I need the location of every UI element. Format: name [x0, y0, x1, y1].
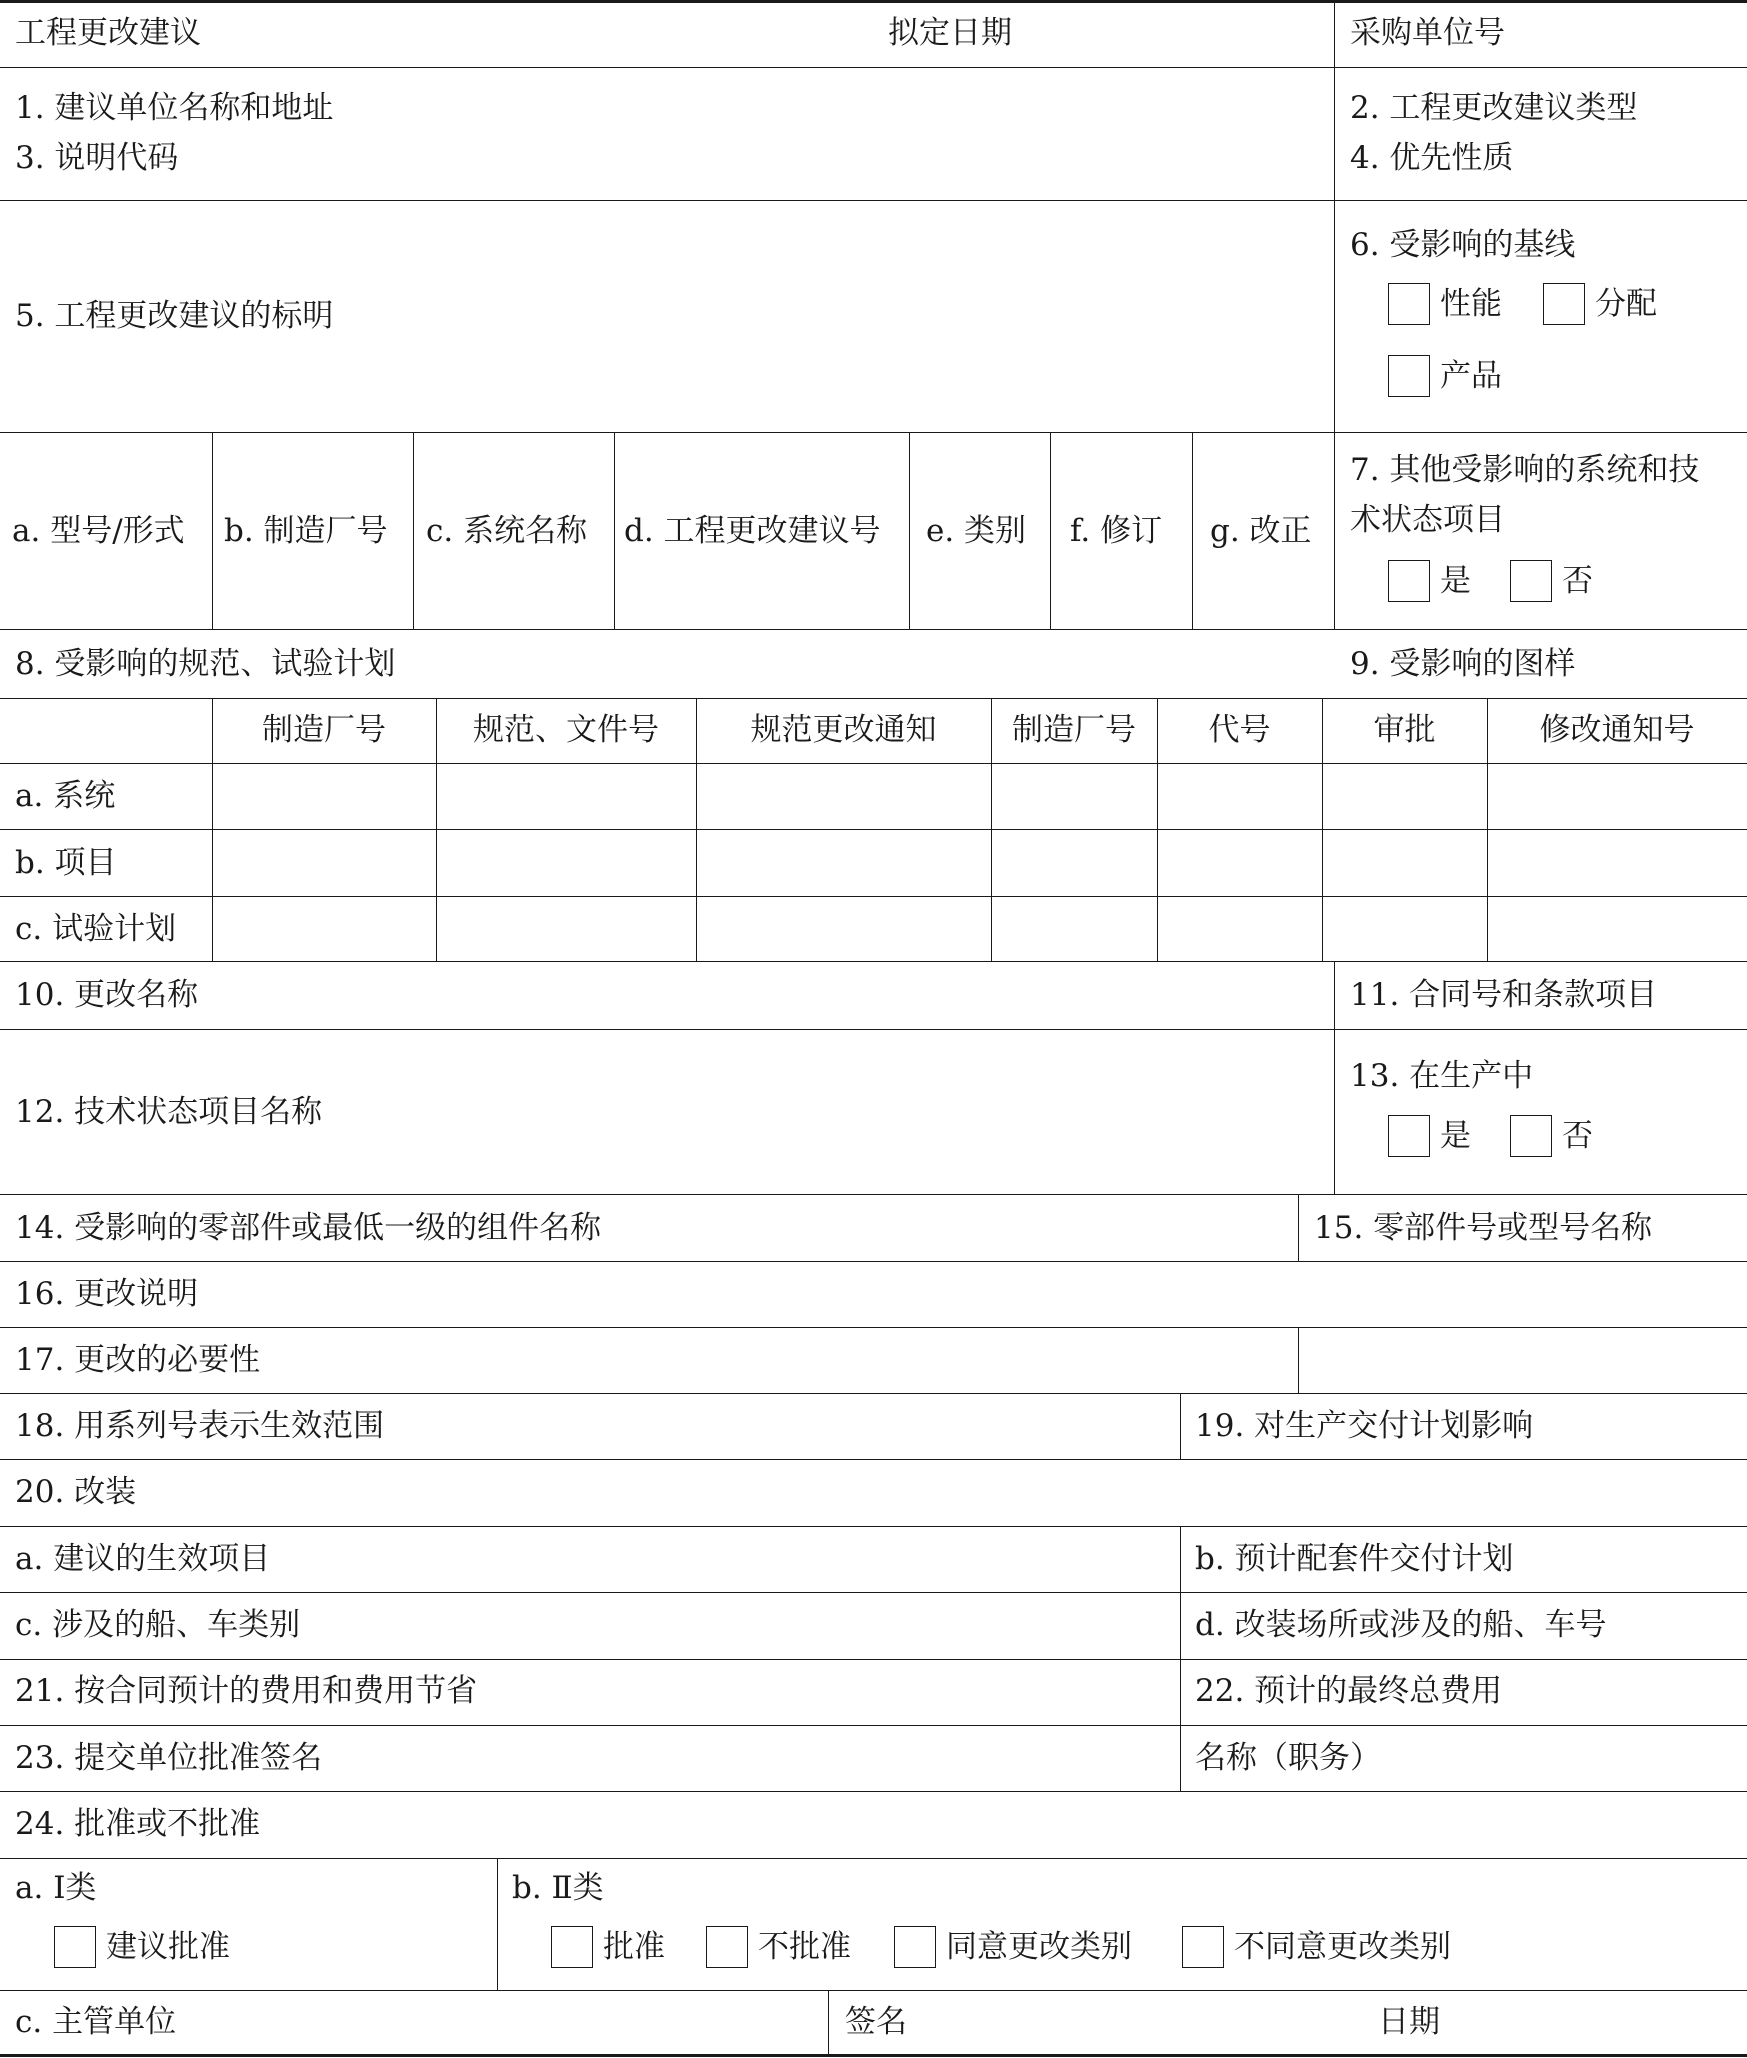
- field-8-label: 8. 受影响的规范、试验计划: [15, 646, 396, 682]
- approve-label: 批准: [603, 1929, 665, 1965]
- approve-checkbox[interactable]: [551, 1926, 593, 1968]
- class-1-label: a. Ⅰ类: [15, 1870, 97, 1906]
- in-production-yes-checkbox[interactable]: [1388, 1115, 1430, 1157]
- field-15-label: 15. 零部件号或型号名称: [1314, 1210, 1653, 1246]
- field-20-label: 20. 改装: [15, 1474, 137, 1510]
- recommend-approval-label: 建议批准: [106, 1929, 230, 1965]
- disagree-category-change-label: 不同意更改类别: [1234, 1929, 1451, 1965]
- field-24-label: 24. 批准或不批准: [15, 1806, 261, 1842]
- field-1-label: 1. 建议单位名称和地址: [15, 90, 334, 126]
- authority-label: c. 主管单位: [15, 2004, 177, 2040]
- rule: [0, 629, 1747, 630]
- rule-top: [0, 0, 1747, 3]
- in-production-no-checkbox[interactable]: [1510, 1115, 1552, 1157]
- rule: [0, 961, 1747, 962]
- recommend-approval-checkbox[interactable]: [54, 1926, 96, 1968]
- agree-category-change-checkbox[interactable]: [894, 1926, 936, 1968]
- field-4-label: 4. 优先性质: [1350, 140, 1514, 176]
- baseline-allocation-checkbox[interactable]: [1543, 283, 1585, 325]
- spec-col-header: 制造厂号: [1012, 712, 1136, 748]
- rule: [212, 432, 213, 629]
- rule: [0, 1526, 1747, 1527]
- rule: [497, 1858, 498, 1990]
- field-12-label: 12. 技术状态项目名称: [15, 1094, 323, 1130]
- col-f-revision-label: f. 修订: [1070, 513, 1163, 549]
- rule: [828, 1990, 829, 2054]
- spec-col-header: 修改通知号: [1539, 712, 1695, 748]
- field-2-label: 2. 工程更改建议类型: [1350, 90, 1638, 126]
- rule: [0, 698, 1747, 699]
- rule: [0, 829, 1747, 830]
- in-production-yes-label: 是: [1440, 1118, 1471, 1154]
- field-20d-label: d. 改装场所或涉及的船、车号: [1195, 1607, 1607, 1643]
- field-21-label: 21. 按合同预计的费用和费用节省: [15, 1673, 478, 1709]
- field-14-label: 14. 受影响的零部件或最低一级的组件名称: [15, 1210, 602, 1246]
- date-label: 日期: [1378, 2004, 1440, 2040]
- rule: [0, 1791, 1747, 1792]
- rule: [614, 432, 615, 629]
- field-20c-label: c. 涉及的船、车类别: [15, 1607, 301, 1643]
- field-23-label: 23. 提交单位批准签名: [15, 1740, 323, 1776]
- field-23-name-title-label: 名称（职务）: [1195, 1740, 1381, 1776]
- col-g-correction-label: g. 改正: [1210, 513, 1312, 549]
- rule: [0, 1393, 1747, 1394]
- field-19-label: 19. 对生产交付计划影响: [1195, 1408, 1534, 1444]
- field-22-label: 22. 预计的最终总费用: [1195, 1673, 1503, 1709]
- rule: [0, 432, 1747, 433]
- col-d-ecp-number-label: d. 工程更改建议号: [624, 513, 881, 549]
- signature-label: 签名: [845, 2004, 907, 2040]
- rule: [0, 1194, 1747, 1195]
- rule: [0, 896, 1747, 897]
- rule: [1334, 0, 1335, 629]
- col-b-manufacturer-no-label: b. 制造厂号: [224, 513, 388, 549]
- rule: [0, 1592, 1747, 1593]
- field-20b-label: b. 预计配套件交付计划: [1195, 1541, 1514, 1577]
- baseline-allocation-label: 分配: [1595, 286, 1657, 322]
- spec-col-header: 代号: [1208, 712, 1271, 748]
- field-18-label: 18. 用系列号表示生效范围: [15, 1408, 385, 1444]
- rule: [909, 432, 910, 629]
- rule: [413, 432, 414, 629]
- rule: [1298, 1327, 1299, 1393]
- other-affected-no-checkbox[interactable]: [1510, 560, 1552, 602]
- spec-col-header: 制造厂号: [262, 712, 386, 748]
- spec-col-header: 规范、文件号: [473, 712, 659, 748]
- field-7-label-line2: 术状态项目: [1350, 502, 1505, 538]
- field-13-label: 13. 在生产中: [1350, 1058, 1534, 1094]
- rule: [1180, 1526, 1181, 1791]
- field-6-label: 6. 受影响的基线: [1350, 227, 1576, 263]
- disapprove-label: 不批准: [758, 1929, 851, 1965]
- rule: [0, 1029, 1747, 1030]
- spec-col-header: 规范更改通知: [750, 712, 937, 748]
- other-affected-yes-label: 是: [1440, 563, 1471, 599]
- rule: [0, 1725, 1747, 1726]
- rule: [0, 67, 1747, 68]
- agree-category-change-label: 同意更改类别: [946, 1929, 1132, 1965]
- field-20a-label: a. 建议的生效项目: [15, 1541, 271, 1577]
- purchase-unit-number-label: 采购单位号: [1350, 15, 1505, 51]
- rule: [1334, 961, 1335, 1194]
- field-17-label: 17. 更改的必要性: [15, 1342, 261, 1378]
- baseline-product-label: 产品: [1440, 358, 1502, 394]
- baseline-performance-checkbox[interactable]: [1388, 283, 1430, 325]
- disagree-category-change-checkbox[interactable]: [1182, 1926, 1224, 1968]
- rule: [1050, 432, 1051, 629]
- rule: [0, 1459, 1747, 1460]
- rule: [1298, 1194, 1299, 1261]
- col-a-model-label: a. 型号/形式: [12, 513, 185, 549]
- spec-row-label: a. 系统: [15, 778, 116, 814]
- baseline-product-checkbox[interactable]: [1388, 355, 1430, 397]
- field-11-label: 11. 合同号和条款项目: [1350, 977, 1658, 1013]
- proposal-date-label: 拟定日期: [888, 15, 1012, 51]
- field-10-label: 10. 更改名称: [15, 977, 199, 1013]
- col-e-category-label: e. 类别: [926, 513, 1027, 549]
- spec-row-label: c. 试验计划: [15, 911, 177, 947]
- rule: [0, 1327, 1747, 1328]
- spec-row-label: b. 项目: [15, 845, 117, 881]
- rule: [0, 200, 1747, 201]
- field-9-label: 9. 受影响的图样: [1350, 646, 1576, 682]
- rule: [0, 1990, 1747, 1991]
- rule: [1180, 1393, 1181, 1459]
- rule: [1192, 432, 1193, 629]
- rule: [0, 1261, 1747, 1262]
- other-affected-no-label: 否: [1562, 563, 1593, 599]
- disapprove-checkbox[interactable]: [706, 1926, 748, 1968]
- rule: [0, 1858, 1747, 1859]
- field-16-label: 16. 更改说明: [15, 1276, 199, 1312]
- class-2-label: b. Ⅱ类: [512, 1870, 604, 1906]
- spec-col-header: 审批: [1373, 712, 1436, 748]
- rule-bottom: [0, 2054, 1747, 2057]
- form-title: 工程更改建议: [15, 15, 201, 51]
- field-7-label-line1: 7. 其他受影响的系统和技: [1350, 452, 1700, 488]
- in-production-no-label: 否: [1562, 1118, 1593, 1154]
- other-affected-yes-checkbox[interactable]: [1388, 560, 1430, 602]
- rule: [0, 763, 1747, 764]
- field-5-label: 5. 工程更改建议的标明: [15, 298, 334, 334]
- rule: [0, 1659, 1747, 1660]
- field-3-label: 3. 说明代码: [15, 140, 179, 176]
- baseline-performance-label: 性能: [1440, 286, 1502, 322]
- col-c-system-name-label: c. 系统名称: [426, 513, 588, 549]
